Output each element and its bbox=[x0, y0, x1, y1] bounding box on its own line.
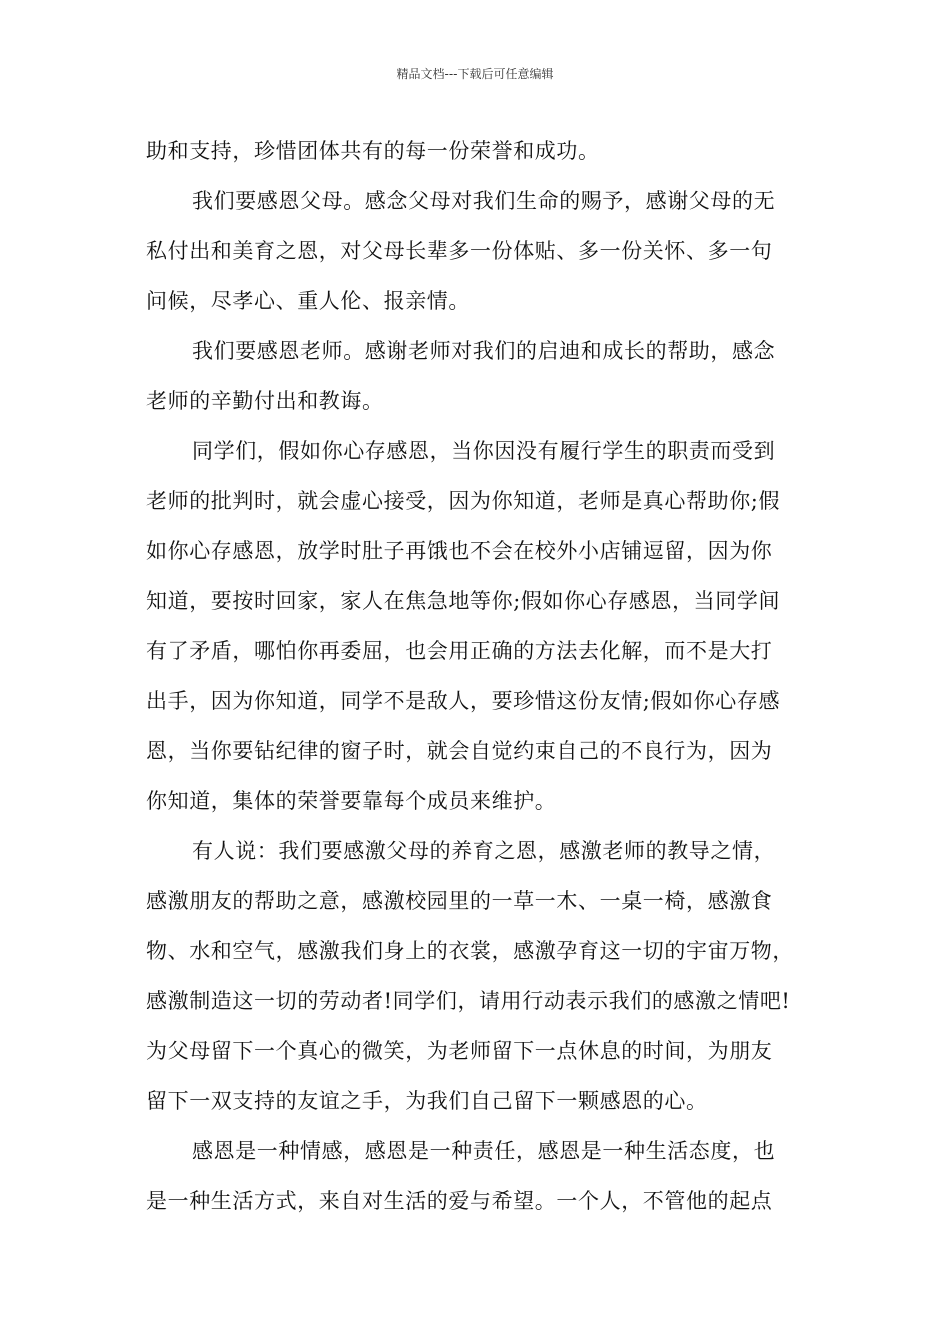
text-line: 是一种生活方式，来自对生活的爱与希望。一个人，不管他的起点 bbox=[146, 1189, 773, 1213]
text-line: 留下一双支持的友谊之手，为我们自己留下一颗感恩的心。 bbox=[146, 1089, 708, 1113]
text-line: 老师的批判时，就会虚心接受，因为你知道，老师是真心帮助你;假 bbox=[146, 489, 781, 513]
paragraph-start-line: 有人说：我们要感激父母的养育之恩，感激老师的教导之情， bbox=[192, 839, 776, 863]
text-line: 感激制造这一切的劳动者!同学们，请用行动表示我们的感激之情吧! bbox=[146, 989, 791, 1013]
text-line: 你知道，集体的荣誉要靠每个成员来维护。 bbox=[146, 789, 557, 813]
paragraph-start-line: 同学们，假如你心存感恩，当你因没有履行学生的职责而受到 bbox=[192, 439, 776, 463]
text-line: 为父母留下一个真心的微笑，为老师留下一点休息的时间，为朋友 bbox=[146, 1039, 773, 1063]
text-line: 问候，尽孝心、重人伦、报亲情。 bbox=[146, 289, 470, 313]
text-line: 助和支持，珍惜团体共有的每一份荣誉和成功。 bbox=[146, 139, 600, 163]
text-line: 感激朋友的帮助之意，感激校园里的一草一木、一桌一椅，感激食 bbox=[146, 889, 773, 913]
text-line: 恩，当你要钻纪律的窗子时，就会自觉约束自己的不良行为，因为 bbox=[146, 739, 773, 763]
paragraph-start-line: 我们要感恩父母。感念父母对我们生命的赐予，感谢父母的无 bbox=[192, 189, 776, 213]
text-line: 知道，要按时回家，家人在焦急地等你;假如你心存感恩，当同学间 bbox=[146, 589, 781, 613]
page-header: 精品文档---下载后可任意编辑 bbox=[396, 67, 554, 81]
text-line: 有了矛盾，哪怕你再委屈，也会用正确的方法去化解，而不是大打 bbox=[146, 639, 773, 663]
text-line: 私付出和美育之恩，对父母长辈多一份体贴、多一份关怀、多一句 bbox=[146, 239, 773, 263]
text-line: 老师的辛勤付出和教诲。 bbox=[146, 389, 384, 413]
text-line: 如你心存感恩，放学时肚子再饿也不会在校外小店铺逗留，因为你 bbox=[146, 539, 773, 563]
paragraph-start-line: 我们要感恩老师。感谢老师对我们的启迪和成长的帮助，感念 bbox=[192, 339, 776, 363]
document-body bbox=[146, 126, 816, 1226]
text-line: 出手，因为你知道，同学不是敌人，要珍惜这份友情;假如你心存感 bbox=[146, 689, 781, 713]
paragraph-start-line: 感恩是一种情感，感恩是一种责任，感恩是一种生活态度，也 bbox=[192, 1139, 776, 1163]
text-line: 物、水和空气，感激我们身上的衣裳，感激孕育这一切的宇宙万物， bbox=[146, 939, 794, 963]
